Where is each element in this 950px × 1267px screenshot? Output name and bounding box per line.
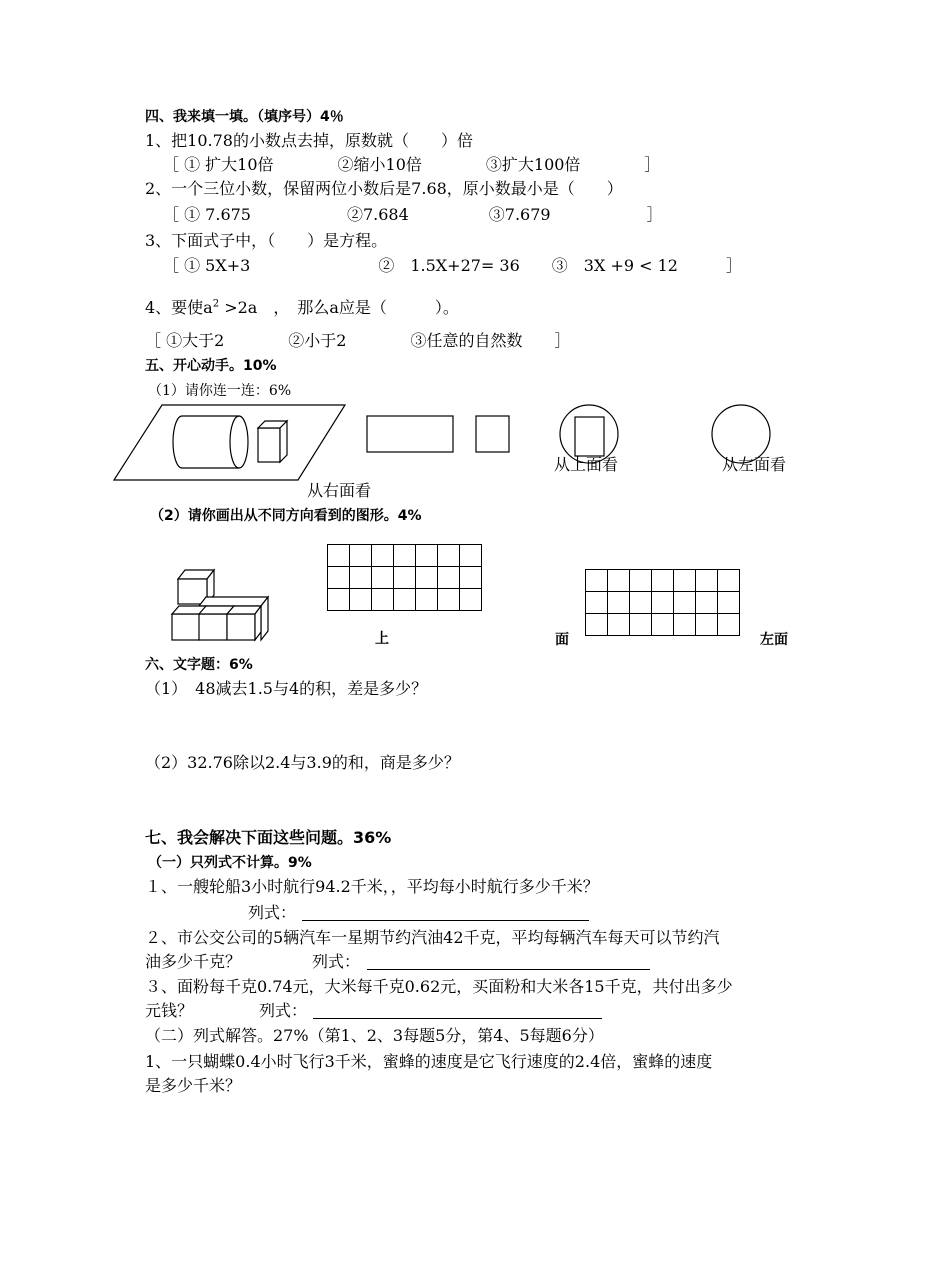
question-4-1-options: ［ ① 扩大10倍 ②缩小10倍 ③扩大100倍 ］	[163, 155, 661, 174]
question-4-4-exponent: 2	[212, 298, 220, 310]
question-6-1: （1） 48减去1.5与4的积，差是多少？	[145, 679, 428, 698]
formula-label-1: 列式：	[248, 903, 297, 922]
section-7-title: 七、我会解决下面这些问题。36%	[145, 828, 392, 847]
grid-left-label: 左面	[760, 632, 788, 648]
grid-front-view	[585, 569, 740, 636]
question-6-2: （2）32.76除以2.4与3.9的和，商是多少？	[145, 753, 460, 772]
question-7-4-line2: 是多少千米？	[145, 1076, 242, 1095]
answer-line-1[interactable]	[302, 920, 589, 921]
question-4-4-post: >2a ， 那么a应是（ ）。	[219, 298, 459, 317]
grid-front-label: 面	[555, 632, 569, 648]
section-4-title: 四、我来填一填。（填序号）4％	[145, 109, 344, 125]
grid-top-label: 上	[375, 631, 389, 647]
question-4-3: 3、下面式子中，（ ）是方程。	[145, 231, 388, 250]
question-7-1: １、一艘轮船3小时航行94.2千米，，平均每小时航行多少千米？	[145, 877, 599, 896]
label-view-left: 从左面看	[722, 455, 787, 474]
question-7-4-line1: 1、一只蝴蝶0.4小时飞行3千米，蜜蜂的速度是它飞行速度的2.4倍，蜜蜂的速度	[145, 1052, 713, 1071]
question-7-2-line1: ２、市公交公司的5辆汽车一星期节约汽油42千克，平均每辆汽车每天可以节约汽	[145, 928, 720, 947]
answer-line-2[interactable]	[367, 969, 650, 970]
question-7-2-line2: 油多少千克？	[145, 952, 242, 971]
label-view-right: 从右面看	[307, 481, 372, 500]
part-7-1-title: （一）只列式不计算。9%	[148, 855, 312, 871]
answer-line-3[interactable]	[313, 1018, 602, 1019]
question-4-1: 1、把10.78的小数点去掉，原数就（ ）倍	[145, 131, 473, 150]
formula-label-2: 列式：	[312, 952, 361, 971]
question-4-2: 2、一个三位小数，保留两位小数后是7.68，原小数最小是（ ）	[145, 179, 623, 198]
section-5-title: 五、开心动手。10%	[145, 358, 277, 374]
question-4-4-pre: 4、要使a	[145, 298, 213, 317]
section-6-title: 六、文字题：6%	[145, 657, 253, 673]
formula-label-3: 列式：	[259, 1001, 308, 1020]
part-5-1-title: （1）请你连一连：6%	[148, 383, 292, 399]
question-4-2-options: ［ ① 7.675 ②7.684 ③7.679 ］	[163, 205, 663, 224]
part-5-2-title: （2）请你画出从不同方向看到的图形。4%	[150, 508, 422, 524]
grid-top-view	[327, 544, 482, 611]
question-7-3-line1: ３、面粉每千克0.74元，大米每千克0.62元，买面粉和大米各15千克，共付出多少	[145, 977, 733, 996]
question-4-4-options: ［ ①大于2 ②小于2 ③任意的自然数 ］	[145, 331, 571, 350]
part-7-2-title: （二）列式解答。27%（第1、2、3每题5分，第4、5每题6分）	[145, 1026, 604, 1045]
label-view-top: 从上面看	[554, 455, 619, 474]
question-7-3-line2: 元钱？	[145, 1001, 194, 1020]
question-4-3-options: ［ ① 5X+3 ② 1.5X+27= 36 ③ 3X +9 < 12 ］	[163, 256, 742, 275]
